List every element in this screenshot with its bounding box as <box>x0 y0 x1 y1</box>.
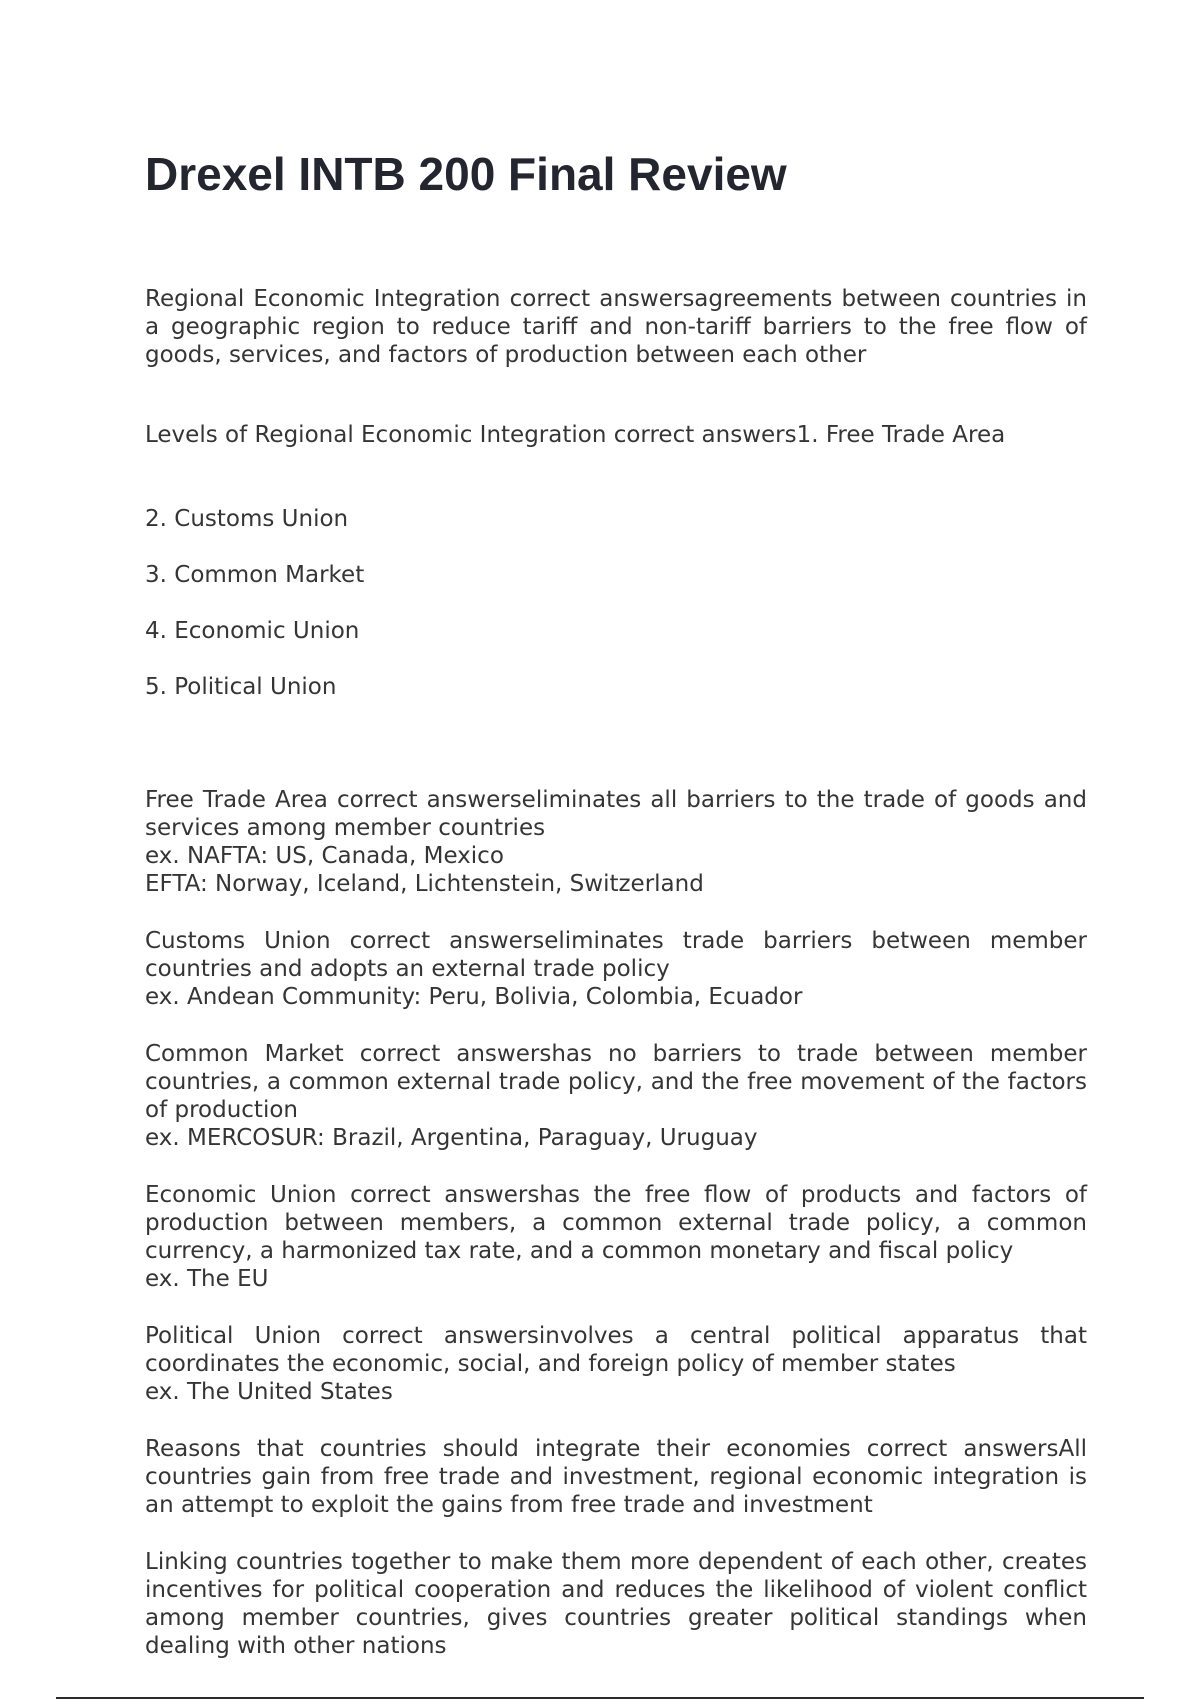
entry-free-trade-area: Free Trade Area correct answerseliminates all barriers to the trade of goods and services among member countries ex. NAFTA: US, Canada, Mexico EFTA: Norway, Iceland, Lichtenstein, Switzerland <box>145 787 1087 897</box>
list-item: 2. Customs Union <box>145 506 349 532</box>
footer-divider <box>56 1697 1144 1699</box>
list-item: 4. Economic Union <box>145 618 360 644</box>
entry-political-union: Political Union correct answersinvolves a central political apparatus that coordinates the economic, social, and foreign policy of member states ex. The United States <box>145 1323 1087 1405</box>
entry-regional-economic-integration: Regional Economic Integration correct answersagreements between countries in a geographic region to reduce tariff and non-tariff barriers to the free flow of goods, services, and factors of production between each other <box>145 286 1087 368</box>
list-item: 5. Political Union <box>145 674 337 700</box>
entry-levels-heading: Levels of Regional Economic Integration correct answers1. Free Trade Area <box>145 422 1006 448</box>
levels-list <box>145 477 1087 729</box>
entry-linking-countries: Linking countries together to make them more dependent of each other, creates incentives for political cooperation and reduces the likelihood of violent conflict among member countries, gives countries greater political standings when dealing with other nations <box>145 1549 1087 1659</box>
entry-reasons-to-integrate: Reasons that countries should integrate their economies correct answersAll countries gain from free trade and investment, regional economic integration is an attempt to exploit the gains from free trade and investment <box>145 1436 1087 1518</box>
list-item: 3. Common Market <box>145 562 365 588</box>
document-title: Drexel INTB 200 Final Review <box>145 148 787 200</box>
entry-customs-union: Customs Union correct answerseliminates trade barriers between member countries and adopts an external trade policy ex. Andean Community: Peru, Bolivia, Colombia, Ecuador <box>145 928 1087 1010</box>
document-body <box>145 285 1087 1660</box>
entry-common-market: Common Market correct answershas no barriers to trade between member countries, a common external trade policy, and the free movement of the factors of production ex. MERCOSUR: Brazil, Argentina, Paraguay, Uruguay <box>145 1041 1087 1151</box>
entry-economic-union: Economic Union correct answershas the free flow of products and factors of production between members, a common external trade policy, a common currency, a harmonized tax rate, and a common monetary and fiscal policy ex. The EU <box>145 1182 1087 1292</box>
entry-levels-of-integration <box>145 393 1087 757</box>
